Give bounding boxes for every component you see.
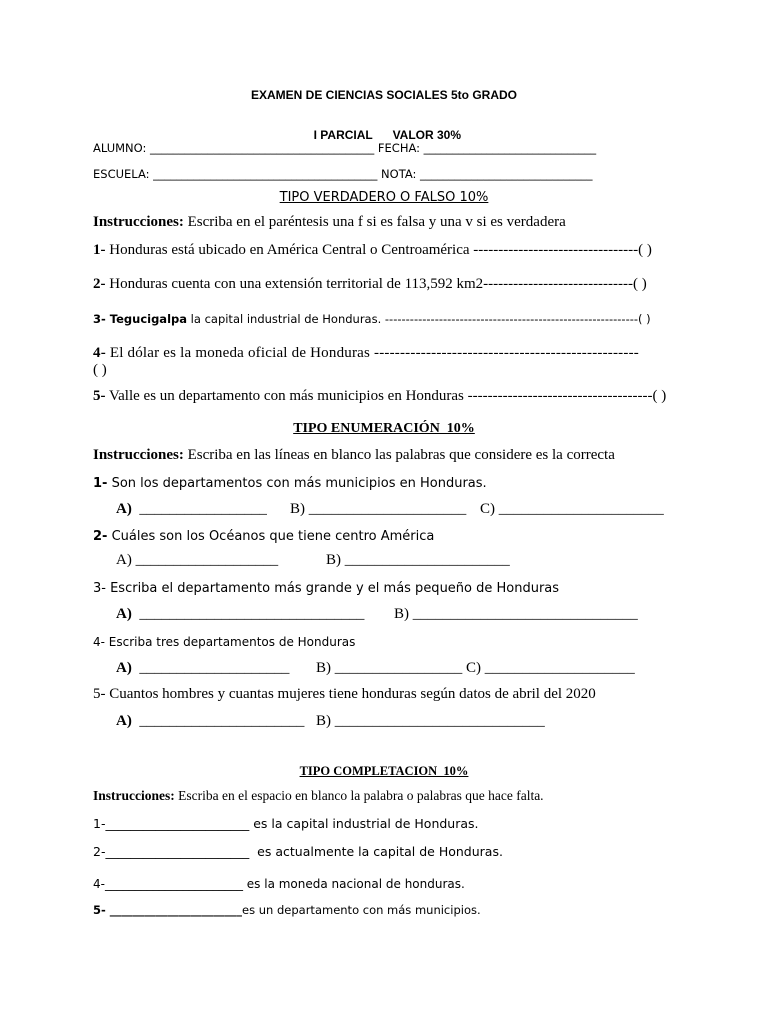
valor-label: VALOR 30% — [392, 128, 462, 142]
enum-q1-b: B) _____________________ — [290, 501, 467, 517]
answer-blank: _______________________ — [105, 844, 250, 859]
option-label: A) — [116, 501, 132, 517]
answer-blank: ______________________________ — [131, 606, 365, 622]
answer-blank: _________________ — [131, 501, 267, 517]
compl-item-2 — [93, 844, 503, 859]
alumno-fecha-line: ALUMNO: _______________________________________ FECHA: ______________________________ — [93, 141, 597, 155]
enum-question-1 — [93, 476, 487, 491]
item-text: El dólar es la moneda oficial de Honduras --------------------------------------------------- — [105, 345, 639, 361]
enum-q5-a — [116, 713, 304, 730]
compl-instructions-text: Escriba en el espacio en blanco la palabra o palabras que hace falta. — [174, 788, 544, 803]
item-text: Valle es un departamento con más municipios en Honduras -------------------------------------( ) — [105, 388, 667, 404]
vf-item-2 — [93, 276, 647, 293]
option-label: A) — [116, 606, 132, 622]
section-enum-title: TIPO ENUMERACIÓN 10% — [293, 421, 475, 436]
question-text: Son los departamentos con más municipios en Honduras. — [111, 476, 487, 491]
enum-question-4: 4- Escriba tres departamentos de Honduras — [93, 635, 356, 649]
vf-item-4-cont: ( ) — [93, 362, 107, 378]
enum-q4-b-c: B) _________________ C) ____________________ — [316, 660, 635, 676]
vf-instructions-label: Instrucciones: — [93, 214, 184, 230]
answer-blank: _______________________ — [109, 903, 243, 917]
vf-instructions — [93, 214, 566, 231]
compl-instructions-label: Instrucciones: — [93, 788, 175, 803]
option-label: A) — [116, 660, 132, 676]
answer-blank: _______________________ — [104, 877, 243, 891]
enum-q4-a — [116, 660, 289, 677]
compl-item-1 — [93, 816, 479, 831]
enum-q2-a: A) ___________________ — [116, 552, 279, 568]
parcial-label: I PARCIAL — [313, 128, 373, 142]
question-text: Cuáles son los Océanos que tiene centro América — [107, 529, 435, 544]
item-text: es un departamento con más municipios. — [242, 903, 481, 917]
exam-subtitle — [0, 114, 768, 142]
enum-q2-b: B) ______________________ — [326, 552, 510, 568]
exam-title: EXAMEN DE CIENCIAS SOCIALES 5to GRADO — [250, 88, 518, 102]
enum-q1-a — [116, 501, 267, 518]
question-number: 2- — [93, 529, 108, 544]
item-number: 3- — [93, 312, 106, 326]
item-number: 1- — [93, 816, 106, 831]
item-number: 5- — [93, 903, 110, 917]
section-compl-title: TIPO COMPLETACION 10% — [299, 764, 469, 778]
vf-item-4 — [93, 345, 639, 362]
item-number: 2- — [93, 844, 106, 859]
answer-blank: _______________________ — [105, 816, 250, 831]
vf-item-3 — [93, 312, 651, 326]
enum-instructions — [93, 447, 615, 464]
item-text: Honduras cuenta con una extensión territorial de 113,592 km2------------------------------( ) — [105, 276, 647, 292]
item-number: 4- — [93, 345, 106, 361]
answer-blank: ____________________ — [131, 660, 290, 676]
item-text: es actualmente la capital de Honduras. — [249, 844, 503, 859]
enum-question-3: 3- Escriba el departamento más grande y el más pequeño de Honduras — [93, 581, 560, 596]
item-text: la capital industrial de Honduras. -------------------------------------------------------------( ) — [187, 312, 651, 326]
enum-instructions-label: Instrucciones: — [93, 447, 184, 463]
section-vf-title: TIPO VERDADERO O FALSO 10% — [279, 190, 489, 205]
enum-instructions-text: Escriba en las líneas en blanco las palabras que considere es la correcta — [183, 447, 615, 463]
item-bold-word: Tegucigalpa — [105, 312, 188, 326]
item-number: 2- — [93, 276, 106, 292]
option-label: A) — [116, 713, 132, 729]
vf-item-1 — [93, 242, 652, 259]
compl-item-5 — [93, 903, 481, 917]
item-text: Honduras está ubicado en América Central o Centroamérica ---------------------------------( ) — [105, 242, 652, 258]
item-text: es la moneda nacional de honduras. — [242, 877, 465, 891]
enum-q3-a — [116, 606, 364, 623]
enum-q3-b: B) ______________________________ — [394, 606, 638, 622]
compl-item-4 — [93, 877, 465, 891]
item-number: 5- — [93, 388, 106, 404]
enum-question-5: 5- Cuantos hombres y cuantas mujeres tiene honduras según datos de abril del 2020 — [93, 686, 596, 702]
compl-instructions — [93, 788, 544, 804]
item-number: 4- — [93, 877, 105, 891]
question-number: 1- — [93, 476, 108, 491]
vf-item-5 — [93, 388, 666, 405]
enum-q5-b: B) ____________________________ — [316, 713, 545, 729]
item-number: 1- — [93, 242, 106, 258]
vf-instructions-text: Escriba en el paréntesis una f si es falsa y una v si es verdadera — [183, 214, 566, 230]
item-text: es la capital industrial de Honduras. — [249, 816, 479, 831]
enum-question-2 — [93, 529, 434, 544]
escuela-nota-line: ESCUELA: _______________________________________ NOTA: ______________________________ — [93, 167, 593, 181]
answer-blank: ______________________ — [131, 713, 305, 729]
enum-q1-c: C) ______________________ — [480, 501, 664, 517]
